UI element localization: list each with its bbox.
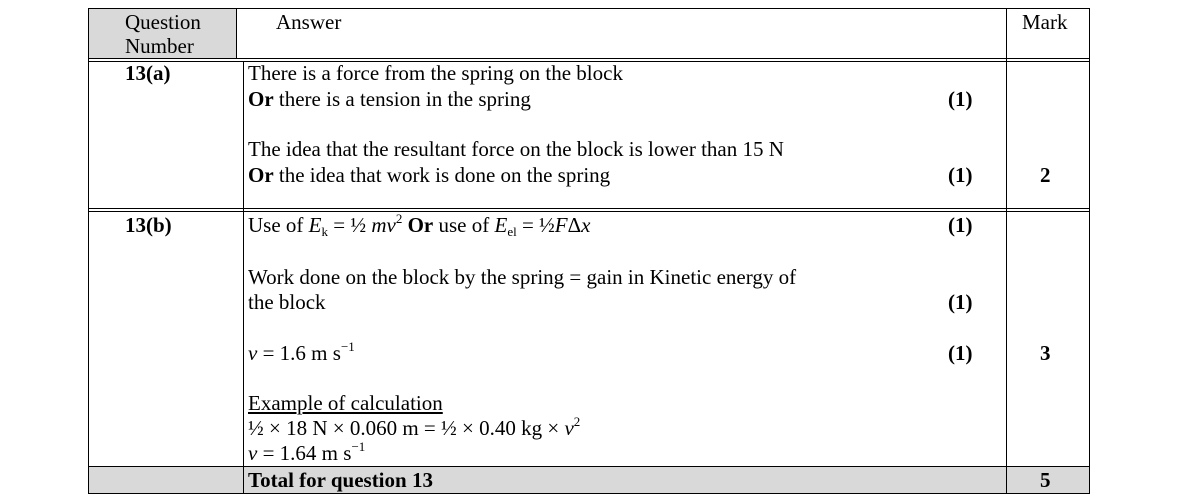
header-mark: Mark: [1022, 10, 1068, 34]
eel-symbol: E: [494, 213, 508, 237]
use-of-text: use of: [433, 213, 495, 237]
ek-subscript: k: [321, 224, 328, 239]
calc-line1: [248, 416, 580, 443]
v-symbol: v: [248, 341, 258, 365]
table-bottom-border: [88, 493, 1090, 494]
mv-symbol: mv: [371, 213, 396, 237]
q13b-line3: the block: [248, 290, 326, 314]
q13a-line2: [248, 87, 531, 112]
header-question-number-line2: Number: [125, 34, 194, 58]
q13a-line3: The idea that the resultant force on the block is lower than 15 N: [248, 137, 784, 161]
calc-line2-value: = 1.64 m s: [257, 441, 352, 465]
v-superscript: 2: [573, 414, 581, 429]
question-13b-number: 13(b): [125, 213, 172, 237]
eel-subscript: el: [507, 224, 517, 239]
q13a-line4: [248, 163, 610, 188]
q13a-total-mark: 2: [1040, 163, 1051, 187]
table-right-border: [1089, 8, 1090, 494]
ek-symbol: E: [308, 213, 322, 237]
q13a-line2-text: there is a tension in the spring: [273, 87, 531, 111]
q13b-line1: [248, 213, 590, 240]
v-symbol: v: [564, 416, 574, 440]
or-keyword: Or: [402, 213, 434, 237]
row-13a-bottom-border: [88, 208, 1090, 209]
row-13b-separator: [88, 211, 1090, 212]
q13a-line4-text: the idea that work is done on the spring: [273, 163, 611, 187]
delta-symbol: Δ: [567, 213, 582, 237]
force-symbol: F: [554, 213, 568, 237]
q13b-line2: Work done on the block by the spring = gain in Kinetic energy of: [248, 265, 797, 289]
total-row-top-border: [88, 466, 1090, 467]
q13b-line1-mark: (1): [948, 213, 973, 237]
table-left-border: [88, 8, 89, 494]
header-question-number-line1: Question: [125, 10, 201, 34]
q13a-line2-mark: (1): [948, 87, 973, 111]
q13b-line4-mark: (1): [948, 341, 973, 365]
calc-line2: [248, 441, 365, 468]
q13b-line1-prefix: Use of: [248, 213, 309, 237]
total-label: Total for question 13: [248, 468, 433, 492]
q13b-total-mark: 3: [1040, 341, 1051, 365]
q13b-line4-value: = 1.6 m s: [257, 341, 341, 365]
body-col-divider: [243, 61, 244, 494]
q13a-line4-mark: (1): [948, 163, 973, 187]
or-keyword: Or: [248, 163, 274, 187]
q13b-line3-mark: (1): [948, 290, 973, 314]
q13a-line1: There is a force from the spring on the block: [248, 61, 623, 85]
q13b-line4: [248, 341, 355, 368]
ek-equals: = ½: [327, 213, 372, 237]
example-heading: Example of calculation: [248, 391, 443, 415]
total-row-left-shade: [88, 466, 237, 493]
eel-equals: = ½: [516, 213, 555, 237]
v-symbol: v: [248, 441, 258, 465]
or-keyword: Or: [248, 87, 274, 111]
calc-line1-text: ½ × 18 N × 0.060 m = ½ × 0.40 kg ×: [248, 416, 565, 440]
table-top-border: [88, 8, 1090, 9]
question-13a-number: 13(a): [125, 61, 171, 85]
unit-superscript: −1: [340, 339, 355, 354]
x-symbol: x: [581, 213, 591, 237]
unit-superscript: −1: [351, 439, 366, 454]
header-bottom-border: [88, 58, 1090, 59]
mark-col-divider: [1006, 8, 1007, 494]
header-answer: Answer: [276, 10, 342, 34]
mv-superscript: 2: [395, 211, 403, 226]
total-mark: 5: [1040, 468, 1051, 492]
header-col-divider: [236, 8, 237, 59]
